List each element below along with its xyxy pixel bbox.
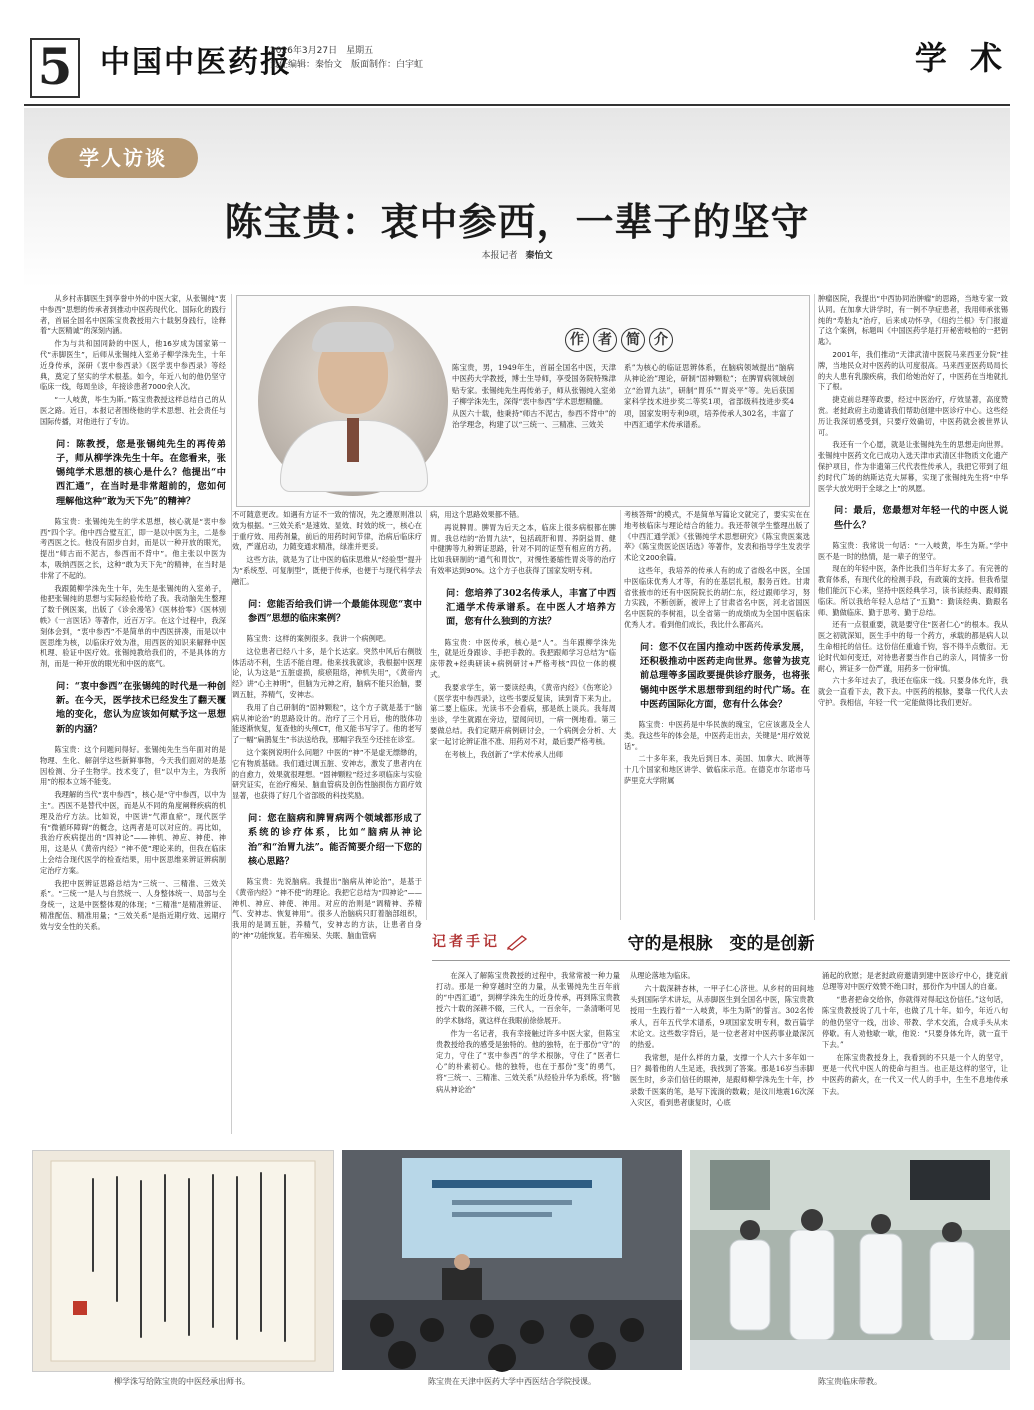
note-column-3: [822, 970, 1008, 1140]
note-paragraph: 从理论落地为临床。: [630, 971, 695, 980]
issue-date: 2026年3月27日 星期五: [270, 46, 374, 56]
answer-paragraph: 我用了自己研制的“固神颗粒”，这个方子就是基于“脑病从神论治”的思路设计的。治疗了三个月后，他的肢体功能逐渐恢复，复查他的头颅CT，他又能书写字了。他的老写了一幅“扁鹊复生”书法送给我，那幅字我至今还挂在诊室。: [232, 702, 422, 745]
answer-paragraph: 我要求学生，第一要读经典，《黄帝内经》《伤寒论》《医学衷中参西录》，这些书要反复读，读到背下来为止。第二要上临床。光读书不会看病，那是纸上谈兵。我每周坐诊，学生就跟在旁边，望闻问切，一病一例地看。第三要做总结。我们定期开病例研讨会，一个病例会分析、大家一起讨论辨证准不准、用药对不对，最后要严格考核。: [430, 682, 616, 746]
answer-paragraph: 六十多年过去了，我还在临床一线。只要身体允许，我就会一直看下去，教下去。中医药的根脉，要靠一代代人去守护。我相信，年轻一代一定能做得比我们更好。: [818, 676, 1008, 707]
issue-meta: [270, 44, 423, 72]
question-heading: 问：您在脑病和脾胃病两个领域都形成了系统的诊疗体系，比如“脑病从神论治”和“治胃九法”。能否简要介绍一下您的核心思路？: [248, 813, 422, 867]
byline-name: 秦怡文: [525, 251, 553, 261]
answer-paragraph: 还有一点很重要，就是要守住“医者仁心”的根本。我从医之初就深知，医生手中的每一个药方，承载的都是病人以生命相托的信任。这份信任重逾千钧，容不得半点敷衍。无论时代如何变迁，对待患者要当作自己的亲人，同情多一份耐心，辨证多一份严谨，用药多一份审慎。: [818, 620, 1008, 673]
question-heading: 问：您不仅在国内推动中医药传承发展，还积极推动中医药走向世界。您曾为拔克前总理等多国政要提供诊疗服务，也将张锡纯中医学术思想带到纽约时代广场。在中医药国际化方面，您有什么体会？: [640, 641, 810, 710]
byline-role: 本报记者: [481, 251, 518, 261]
profile-title-char: 作: [565, 328, 589, 352]
answer-paragraph: 陈宝贵：先说脑病。我提出“脑病从神论治”，是基于《黄帝内经》“神不使”的理论。我把它总结为“四神论”——神机、神应、神使、神用。对应的治则是“调精神、养精气、安神志、恢复神用”。很多人治脑病只盯着脑部组织，我用的是调五脏，养精气，安神志的方法，让患者自身的“神”功能恢复。若年痴呆、失眠、脑血管病: [232, 877, 422, 941]
portrait-tie: [347, 418, 359, 462]
question-heading: 问：陈教授，您是张锡纯先生的再传弟子，师从柳学洙先生十年。在您看来，张锡纯学术思想的核心是什么？他提出“中西汇通”，在当时是非常超前的，您如何理解他这种“敢为天下先”的精神？: [56, 438, 226, 507]
clinic-photo: [690, 1150, 1010, 1370]
answer-paragraph: 我理解的当代“衷中参西”，核心是“守中参西，以中为主”。西医不是替代中医，而是从不同的角度阐释疾病的机理及治疗方法。比如说，中医讲“气滞血瘀”，现代医学有“微循环障碍”的概念，这两者是可以对应的。再比如，我治疗疾病提出的“四神论”——神机、神应、神使、神用，这是从《黄帝内经》“神不使”理论来的，但我在临床上会结合现代医学的检查结果，用中医思维来辨证辨病制定治疗方案。: [40, 790, 226, 875]
column-divider: [426, 510, 427, 920]
answer-paragraph: 这位患者已经八十多，是个长达家。突然中风后右侧肢体活动不利，生活不能自理。他来找我就诊，我根据中医理论，认为这是“五脏虚损，痰瘀阻络，神机失用”，《黄帝内经》讲“心主神明”，但脑为元神之府，脑病不能只治脑，要调五脏，养精气，安神志。: [232, 646, 422, 700]
note-column-2: [630, 970, 814, 1140]
answer-paragraph: 陈宝贵：这个问题问得好。张锡纯先生当年面对的是物理、生化、解剖学这些新鲜事物，今天我们面对的是基因检测、分子生物学。技术变了，但“以中为主，为我所用”的根本立场不能变。: [40, 744, 226, 787]
reporter-note-tag: 记者手记: [432, 934, 500, 950]
lecture-photo: [342, 1150, 682, 1370]
note-paragraph: “患者把命交给你，你就得对得起这份信任。”这句话，陈宝贵教授说了几十年，也做了几十年。如今，年近八旬的他仍坚守一线，出诊、带教、学术交流，合成手头从未停歇。有人劝他歇一歇，他说：“只要身体允许，就一直干下去。”: [822, 995, 1008, 1049]
body-paragraph: 肿瘤医院，我提出“中西协同治肿瘤”的思路，当地专家一致认同。在加拿大讲学时，有一例不孕症患者，我用师承张锡纯的“寿胎丸”治疗，后来成功怀孕，《纽约兰根》专门报道了这个案例，标题叫《中国医药学是打开秘密岐柏的一把钥匙》。: [818, 294, 1008, 347]
body-paragraph: 不可随意更改。如遇有方证不一致的情况，先之遵原则准以效为根据。“三效关系”是速效、显效、时效的统一，核心在于重疗效、用药剂量，前后的用药时间节律，治病后临床疗效，严谨启动，力随变通求精准，绿准并更妥。: [232, 510, 422, 552]
body-paragraph: 考核答辩”的模式，不是简单写篇论文就完了，要实实在在地考核临床与理论结合的能力。我还带领学生整理出版了《中西汇通学派》《张锡纯学术思想研究》《陈宝贵医案选萃》《陈宝贵医论医话选》等著作，发表和指导学生发表学术论文200余篇。: [624, 510, 810, 563]
note-paragraph: 在陈宝贵教授身上，我看到的不只是一个人的坚守，更是一代代中医人的使命与担当。也正是这样的坚守，让中医药的薪火，在一代又一代人的手中，生生不息地传承下去。: [822, 1053, 1008, 1096]
section-name: 学 术: [914, 39, 1008, 77]
calligraphy-scroll-image: [33, 1151, 333, 1371]
answer-paragraph: 陈宝贵：中医传承，核心是“人”。当年跟柳学洙先生，就是近身跟诊、手把手教的。我把跟师学习总结为“临床带教+经典研读+病例研讨+严格考核”四位一体的模式。: [430, 637, 616, 679]
answer-paragraph: 陈宝贵：我常说一句话：“一入岐黄，毕生为斯。”学中医不是一时的热情，是一辈子的坚守。: [818, 540, 1008, 561]
answer-paragraph: 现在的年轻中医，条件比我们当年好太多了。有完善的教育体系，有现代化的检测手段，有政策的支持。但我希望他们能沉下心来，坚持中医经典学习，读书读经典、跟师跟临床。所以我给年轻人总结了“五勤”：勤读经典、勤跟名师、勤做临床、勤于思考、勤于总结。: [818, 564, 1008, 617]
answer-paragraph: 陈宝贵：张锡纯先生的学术思想，核心就是“衷中参西”四个字。他中西合璧互汇，即一是以中医为主，二是参考西医之长。他没有固步自封，而是以一种开放的眼光，提出“师古而不泥古，参西而不背中”。他主张以中医为本，吸纳西医之长，这种“敢为天下先”的精神，在当时是非常了不起的。: [40, 516, 226, 580]
photo-caption: 柳学洙写给陈宝贵的中医经承出师书。: [114, 1377, 250, 1386]
headline: 陈宝贵：衷中参西，一辈子的坚守: [224, 199, 810, 244]
column-2: [232, 510, 422, 1140]
question-heading: 问：您培养了302名传承人，丰富了中西汇通学术传承谱系。在中医人才培养方面，您有什么独到的方法？: [446, 587, 616, 628]
column-kicker: 学人访谈: [48, 138, 198, 178]
note-paragraph: 六十载深耕杏林，一甲子仁心济世。从乡村的田间地头到国际学术讲坛，从赤脚医生到全国名中医，陈宝贵教授用一生践行着“一入岐黄，毕生为斯”的誓言。302名传承人，百年五代学术谱系，9项国家发明专利，数百篇学术论文。这些数字背后，是一位老者对中医药事业最深沉的热爱。: [630, 984, 814, 1049]
intro-paragraph: “一人岐黄，毕生为斯。”陈宝贵教授这样总结自己的从医之路。近日，本报记者围绕他的学术思想、社会责任与国际传播，对他进行了专访。: [40, 395, 226, 426]
column-3: [430, 510, 616, 920]
question-heading: 问：最后，您最想对年轻一代的中医人说些什么？: [834, 505, 1008, 531]
byline: [0, 250, 1034, 264]
note-rule: [432, 960, 1010, 961]
note-paragraph: 涌起的欣慰；是老挝政府邀请到建中医诊疗中心，捷克前总理等对中医疗效赞不绝口时，那份作为中国人的自豪。: [822, 971, 1008, 992]
answer-paragraph: 陈宝贵：这样的案例很多。我讲一个病例吧。: [246, 634, 391, 644]
portrait-hair: [312, 322, 394, 352]
profile-title-char: 简: [621, 328, 645, 352]
reporter-note-title: 守的是根脉 变的是创新: [627, 934, 815, 954]
column-5: [818, 294, 1008, 920]
lecture-hall-image: [342, 1150, 682, 1370]
body-paragraph: 这些方法，就是为了让中医的临床思维从“经验型”提升为“系统型、可复制型”，既便于传承，也便于与现代科学去融汇。: [232, 555, 422, 586]
photo-caption: 陈宝贵临床带教。: [818, 1377, 882, 1386]
answer-paragraph: 陈宝贵：中医药是中华民族的瑰宝，它应该惠及全人类。我这些年的体会是，中医药走出去，关键是“用疗效说话”。: [624, 720, 810, 751]
page-number: 5: [30, 38, 80, 98]
intro-paragraph: 作为与共和国同龄的中医人，他16岁成为国家第一代“赤脚医生”，后师从张锡纯入室弟子柳学洙先生，十年近身传承，深研《衷中参西录》《医学衷中参西录》等经典，奠定了坚实的学术根基。如今，年近八旬的他仍坚守临床一线，每周坐诊，年接诊患者7000余人次。: [40, 339, 226, 392]
note-column-1: [436, 970, 620, 1140]
note-paragraph: 我常想，是什么样的力量，支撑一个人六十多年如一日？揭着他的人生足迹，我找到了答案。那是16岁当赤脚医生时，乡亲们信任的眼神，是跟师柳学洙先生十年，抄录数千医案的笔，是写下流淌的数載；是汶川地震16次深入灾区，看到患者康复时，心底: [630, 1053, 814, 1107]
intro-paragraph: 从乡村赤脚医生到享誉中外的中医大家，从张锡纯“衷中参西”思想的传承者到推动中医药现代化、国际化的践行者，首届全国名中医陈宝贵教授用六十载躬身践行，诠释着“大医精诚”的深刻内涵。: [40, 294, 226, 336]
profile-title-char: 者: [593, 328, 617, 352]
masthead: 中国中医药报: [100, 45, 292, 80]
editor-credits: 责任编辑：秦怡文 版面制作：白宇虹: [270, 60, 424, 70]
profile-title: [565, 328, 677, 352]
note-paragraph: 在深入了解陈宝贵教授的过程中，我常常被一种力量打动。那是一种穿越时空的力量，从张锡纯先生百年前的“中西汇通”，到柳学洙先生的近身传承，再到陈宝贵教授六十载的深耕不辍，三代人，一百余年，一条清晰可见的学术脉络，就这样在我眼前徐徐展开。: [436, 971, 620, 1025]
column-4: [624, 510, 810, 920]
column-1: [40, 294, 226, 931]
profile-text-right: 系”为核心的临证思辨体系，在脑病领域提出“脑病从神论治”理论，研制“固神颗粒”；在脾胃病领域创立“治胃九法”，研制“胃乐”“胃炎平”等。先后获国家科学技术进步奖二等奖1项，省部级科技进步奖4项，国家发明专利9项，培养传承人302名，丰富了中西汇通学术传承谱系。: [624, 363, 794, 430]
body-paragraph: 再说脾胃。脾胃为后天之本，临床上很多病根都在脾胃。我总结的“治胃九法”，包括疏肝和胃、养阴益胃、健中健脾等九种辨证思路，针对不同的证型有相应的方药。比如我研制的“通气和胃饮”，对慢性萎缩性胃炎等的治疗有效率达到90%。这个方子也获得了国家发明专利。: [430, 522, 616, 575]
clinical-teaching-image: [690, 1150, 1010, 1370]
answer-paragraph: 我跟随柳学洙先生十年，先生是张锡纯的入室弟子，他把张锡纯的思想与实际经验传给了我。我动脑先生整理了数千例医案，出版了《诊余漫笔》《医林拾零》《医林别帙》《一言医话》等著作，近百万字。在这个过程中，我深刻体会到，“衷中参西”不是简单的中西医拼凑，而是以中医思维为核，以临床疗效为准，用西医的知识来解释中医机理、验证中医疗效。张锡纯教给我们的，不是具体的方剂，而是一种开放的眼光和中医的底气。: [40, 583, 226, 669]
answer-paragraph: 我把中医辨证思路总结为“三统一、三精准、三效关系”。“三统一”是人与自然统一、人身整体统一、局部与全身统一，这是中医整体观的体现；“三精准”是精准辨证、精准配伍、精准用量；“三效关系”是指近期疗效、远期疗效与安全性的关系。: [40, 878, 226, 931]
body-paragraph: 捷克前总理等政要，经过中医治疗，疗效显著，高度赞赏。老挝政府主动邀请我们帮助创建中医诊疗中心。这些经历让我深切感受到，只要疗效确切，中医药就会被世界认可。: [818, 395, 1008, 437]
answer-paragraph: 二十多年来，我先后到日本、美国、加拿大、欧洲等十几个国家和地区讲学、做临床示范。在德克市尔诺市马萨里克大学附属: [624, 754, 810, 785]
question-heading: 问：您能否给我们讲一个最能体现您“衷中参西”思想的临床案例？: [248, 598, 422, 624]
profile-text-left: 陈宝贵，男，1949年生，首届全国名中医，天津中医药大学教授，博士生导师，享受国务院特殊津贴专家。张锡纯先生再传弟子，师从张锡纯入室弟子柳学洙先生，深得“衷中参西”学术思想精髓。 从医六十载，他秉持“师古不泥古，参西不背中”的治学理念，构建了以“三统一、三精准、三效关: [452, 363, 616, 430]
header-rule: [24, 104, 1010, 106]
body-paragraph: 病，用这个思路效果都不错。: [430, 510, 524, 519]
note-paragraph: 作为一名记者，我有幸接触过许多中医大家，但陈宝贵教授给我的感受是独特的。他的独特，在于那份“守”的定力，守住了“衷中参西”的学术根脉，守住了“医者仁心”的朴素初心。他的独特，也在于那份“变”的勇气，将“三统一、三精准、三效关系”从经验升华为系统，将“脑病从神论治”: [436, 1028, 620, 1094]
photo-caption: 陈宝贵在天津中医药大学中西医结合学院授课。: [428, 1377, 596, 1386]
answer-paragraph: 在考核上，我创新了“学术传承人出师: [444, 749, 564, 759]
answer-paragraph: 这个案例说明什么问题？中医的“神”不是虚无缥缈的，它有物质基础。我们通过调五脏、安神志，激发了患者内在的自愈力，效果就很理想。“固神颗粒”经过多项临床与实验研究证实，在治疗痴呆、脑血管病及创伤性脑损伤方面疗效显著，也获得了好几个省部级的科技奖励。: [232, 748, 422, 801]
question-heading: 问：“衷中参西”在张锡纯的时代是一种创新。在今天，医学技术已经发生了翻天覆地的变化，您认为应该如何赋予这一思想新的内涵？: [56, 680, 226, 735]
calligraphy-photo: [32, 1150, 334, 1372]
column-divider: [814, 294, 815, 920]
body-paragraph: 我还有一个心愿，就是让张锡纯先生的思想走向世界。张锡纯中医药文化已成功入选天津市武清区非物质文化遗产保护项目，作为非遗第三代代表性传承人，我把它带到了纽约时代广场的纳斯达克大屏幕，实现了张锡纯先生将“中华医学大放光明于全球之上”的夙愿。: [818, 440, 1008, 493]
body-paragraph: 2001年，我们推动“天津武清中医院马来西亚分院”挂牌，当地民众对中医药的认可度很高。马来西亚医药局局长的夫人患有乳腺疾病，我们给她治好了，中医药在当地就扎下了根。: [818, 349, 1008, 392]
column-divider: [620, 510, 621, 920]
profile-title-char: 介: [649, 328, 673, 352]
body-paragraph: 这些年，我培养的传承人有的成了省级名中医，全国中医临床优秀人才等，有的在基层扎根，服务百姓。甘肃省张掖市的还有中医院院长的胡仁东，经过跟师学习，努力实践，不断创新，被评上了甘肃省名中医，河北省国医名中医院的李树祖，以全省第一的成绩成为全国中医临床优秀人才。看到他们成长，我比什么都高兴。: [624, 565, 810, 629]
